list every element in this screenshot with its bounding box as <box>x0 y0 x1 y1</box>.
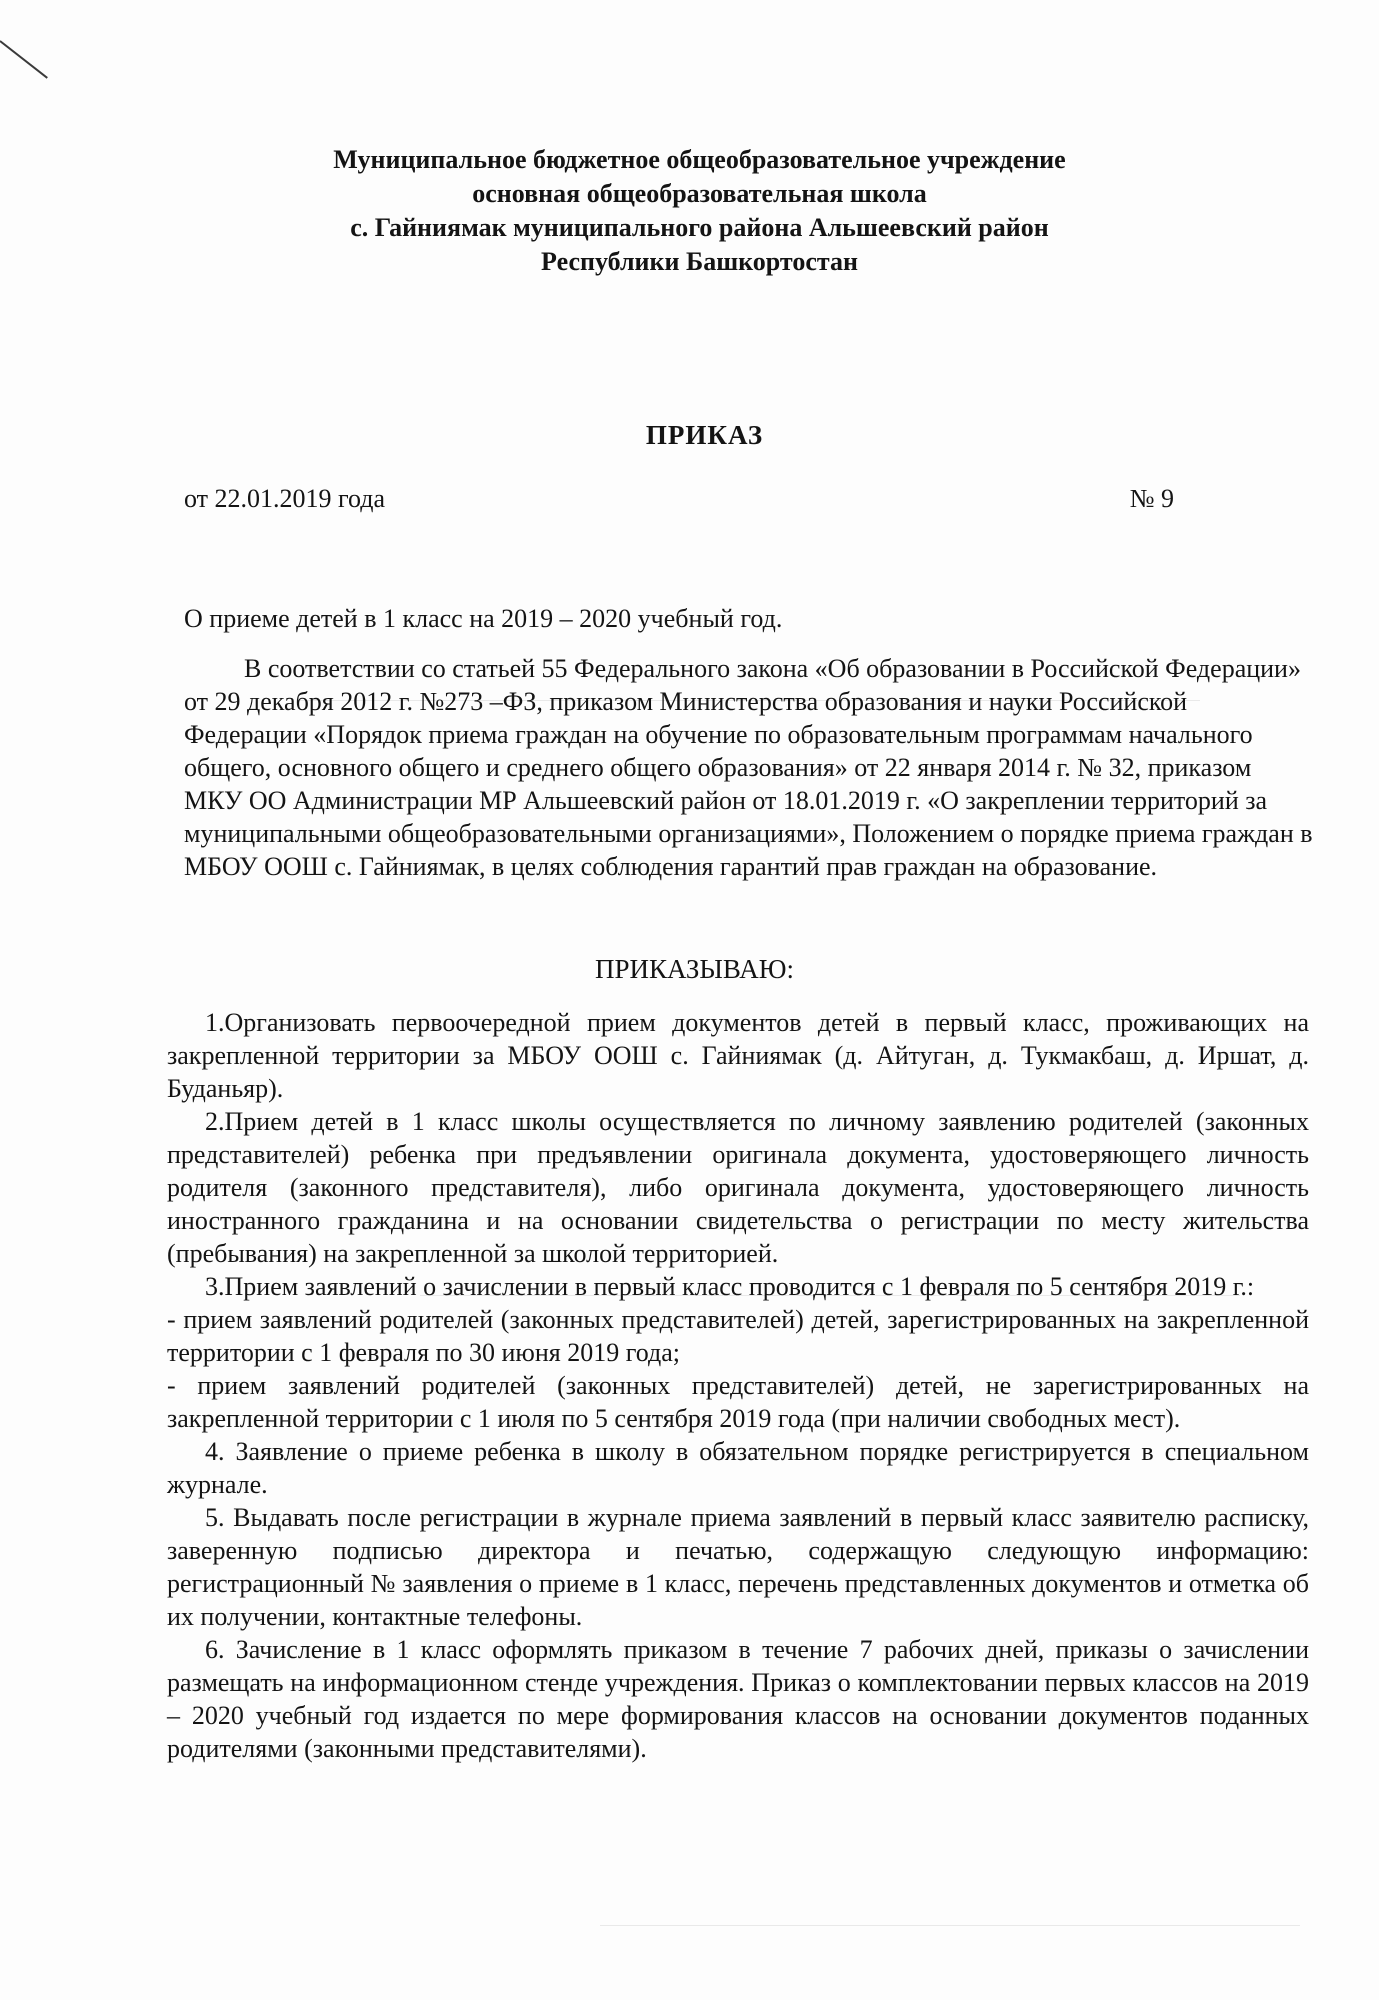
order-item-4: 4. Заявление о приеме ребенка в школу в обязательном порядке регистрируется в специальном журнале. <box>167 1437 1309 1499</box>
order-item-3 <box>167 1270 1309 1435</box>
scan-artifact <box>0 40 48 79</box>
order-item-1: 1.Организовать первоочередной прием документов детей в первый класс, проживающих на закрепленной территории за МБОУ ООШ с. Гайниямак (д. Айтуган, д. Тукмакбаш, д. Иршат, д. Буданьяр). <box>167 1008 1309 1103</box>
date-number-row <box>184 484 1174 514</box>
organization-header <box>0 143 1379 279</box>
order-item-3-sub-a: - прием заявлений родителей (законных представителей) детей, зарегистрированных на закрепленной территории с 1 февраля по 30 июня 2019 года; <box>167 1305 1309 1367</box>
order-items <box>167 1006 1309 1765</box>
scan-artifact <box>600 1925 1300 1926</box>
order-number: № 9 <box>1129 484 1174 513</box>
order-item-6: 6. Зачисление в 1 класс оформлять приказом в течение 7 рабочих дней, приказы о зачислении размещать на информационном стенде учреждения. Приказ о комплектовании первых классов на 2019 – 2020 учебный год издается по мере формирования классов на основании документов поданных родителями (законными представителями). <box>167 1635 1309 1763</box>
order-item-3-sub-b: - прием заявлений родителей (законных представителей) детей, не зарегистрированных на закрепленной территории с 1 июля по 5 сентября 2019 года (при наличии свободных мест). <box>167 1371 1309 1433</box>
header-line-4: Республики Башкортостан <box>541 247 858 276</box>
order-item-5: 5. Выдавать после регистрации в журнале приема заявлений в первый класс заявителю расписку, заверенную подписью директора и печатью, содержащую следующую информацию: регистрационный № заявления о приеме в 1 класс, перечень представленных документов и отметка об их получении, контактные телефоны. <box>167 1503 1309 1631</box>
preamble-paragraph: В соответствии со статьей 55 Федерального закона «Об образовании в Российской Федерации» от 29 декабря 2012 г. №273 –ФЗ, приказом Министерства образования и науки Российской Федерации «Порядок приема граждан на обучение по образовательным программам начального общего, основного общего и среднего общего образования» от 22 января 2014 г. № 32, приказом МКУ ОО Администрации МР Альшеевский район от 18.01.2019 г. «О закреплении территорий за муниципальными общеобразовательными организациями», Положением о порядке приема граждан в МБОУ ООШ с. Гайниямак, в целях соблюдения гарантий прав граждан на образование. <box>184 654 1313 881</box>
order-heading: ПРИКАЗЫВАЮ: <box>595 954 794 984</box>
header-line-2: основная общеобразовательная школа <box>472 179 927 208</box>
order-item-2: 2.Прием детей в 1 класс школы осуществляется по личному заявлению родителей (законных представителей) ребенка при предъявлении оригинала документа, удостоверяющего личность родителя (законного представителя), либо оригинала документа, удостоверяющего личность иностранного гражданина и на основании свидетельства о регистрации по месту жительства (пребывания) на закрепленной за школой территорией. <box>167 1107 1309 1268</box>
header-line-1: Муниципальное бюджетное общеобразовательное учреждение <box>333 145 1066 174</box>
order-date: от 22.01.2019 года <box>184 484 386 513</box>
header-line-3: с. Гайниямак муниципального района Альшеевский район <box>350 213 1049 242</box>
order-item-3-text: 3.Прием заявлений о зачислении в первый класс проводится с 1 февраля по 5 сентября 2019 г.: <box>205 1272 1255 1301</box>
order-subject: О приеме детей в 1 класс на 2019 – 2020 учебный год. <box>184 604 783 633</box>
document-title: ПРИКАЗ <box>645 420 764 450</box>
